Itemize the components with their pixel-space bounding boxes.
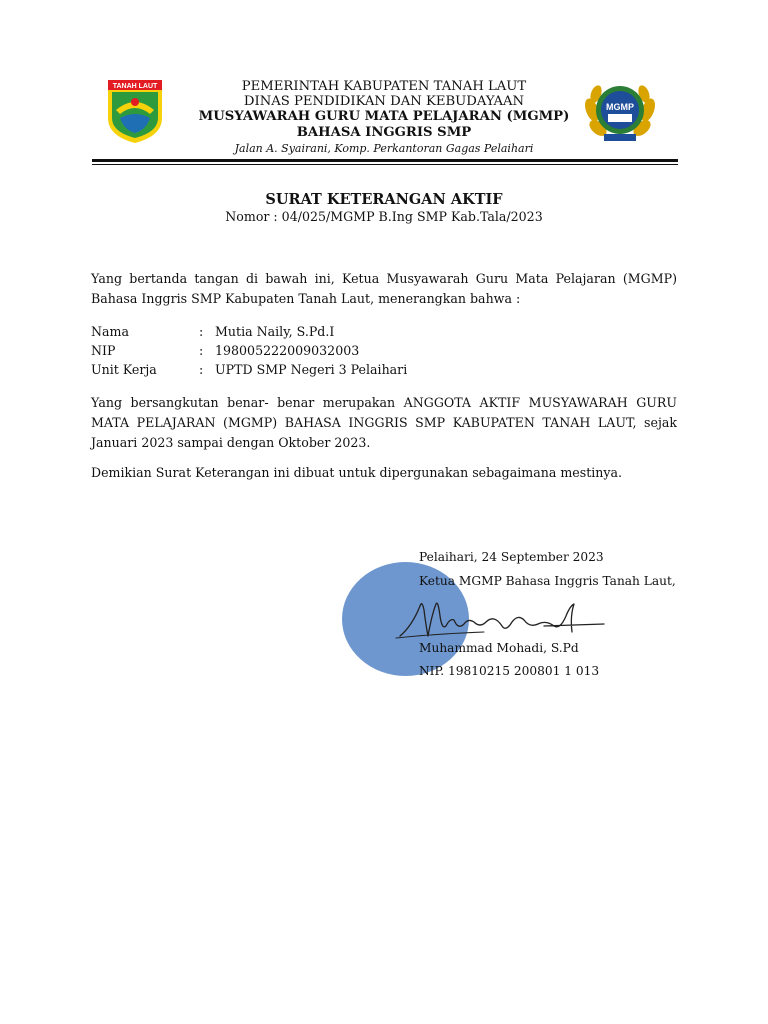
member-details — [91, 322, 407, 379]
signature-position: Ketua MGMP Bahasa Inggris Tanah Laut, — [419, 574, 676, 588]
field-colon: : — [199, 343, 204, 358]
signatory-nip: NIP. 19810215 200801 1 013 — [419, 664, 600, 678]
handwritten-signature-icon — [394, 596, 608, 646]
field-label: Unit Kerja — [91, 362, 157, 377]
tanah-laut-crest-icon — [106, 80, 164, 144]
field-row-name — [91, 322, 407, 341]
letterhead-department: DINAS PENDIDIKAN DAN KEBUDAYAAN — [243, 94, 525, 110]
letterhead-subject: BAHASA INGGRIS SMP — [296, 124, 472, 140]
letterhead-address: Jalan A. Syairani, Komp. Perkantoran Gagas Pelaihari — [234, 141, 534, 155]
closing-paragraph: Demikian Surat Keterangan ini dibuat untuk dipergunakan sebagaimana mestinya. — [91, 465, 623, 480]
signatory-name: Muhammad Mohadi, S.Pd — [419, 641, 579, 655]
field-value-nip: 198005222009032003 — [215, 343, 360, 358]
statement-paragraph: Yang bersangkutan benar- benar merupakan ANGGOTA AKTIF MUSYAWARAH GURU MATA PELAJARAN (MGMP) BAHASA INGGRIS SMP KABUPATEN TANAH LAUT, sejak Januari 2023 sampai dengan Oktober 2023. — [91, 395, 677, 450]
field-label: NIP — [91, 343, 116, 358]
opening-paragraph: Yang bertanda tangan di bawah ini, Ketua Musyawarah Guru Mata Pelajaran (MGMP) Bahasa Inggris SMP Kabupaten Tanah Laut, menerangkan bahwa : — [91, 271, 677, 306]
field-colon: : — [199, 324, 204, 339]
mgmp-emblem-icon — [582, 80, 658, 146]
emblem-text: MGMP — [606, 102, 634, 112]
letterhead-government: PEMERINTAH KABUPATEN TANAH LAUT — [241, 79, 527, 94]
document-number: Nomor : 04/025/MGMP B.Ing SMP Kab.Tala/2023 — [225, 209, 543, 224]
letterhead-organization: MUSYAWARAH GURU MATA PELAJARAN (MGMP) — [198, 109, 570, 125]
crest-text: TANAH LAUT — [112, 83, 158, 90]
field-row-unit — [91, 360, 407, 379]
letterhead-rule-thick — [92, 159, 678, 162]
document-title: SURAT KETERANGAN AKTIF — [265, 191, 503, 208]
field-value-unit: UPTD SMP Negeri 3 Pelaihari — [215, 362, 408, 377]
field-label: Nama — [91, 324, 129, 339]
field-row-nip — [91, 341, 407, 360]
field-colon: : — [199, 362, 204, 377]
letterhead-rule-thin — [92, 164, 678, 165]
signature-place-date: Pelaihari, 24 September 2023 — [419, 550, 604, 564]
field-value-name: Mutia Naily, S.Pd.I — [215, 324, 335, 339]
letterhead — [170, 79, 598, 156]
